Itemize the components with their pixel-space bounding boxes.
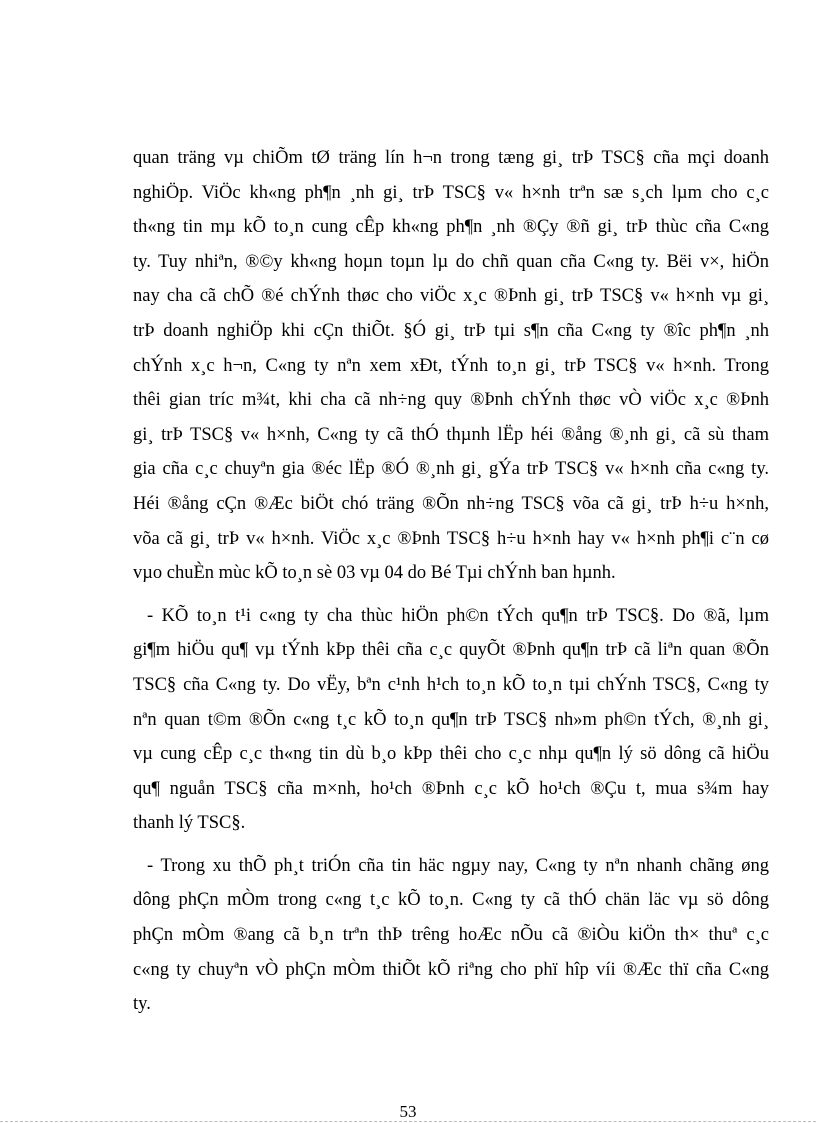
text-line: trÞ doanh nghiÖp khi cÇn thiÕt. §Ó gi¸ trÞ tµi s¶n cña C«ng ty ®îc ph¶n ¸nh (133, 320, 769, 341)
text-line: nay cha cã chÕ ®é chÝnh thøc cho viÖc x¸c ®Þnh gi¸ trÞ TSC§ v« h×nh vµ gi¸ (133, 286, 769, 307)
text-line: - Trong xu thÕ ph¸t triÓn cña tin häc ngµy nay, C«ng ty nªn nhanh chãng øng (147, 855, 769, 876)
text-line: gi¸ trÞ TSC§ v« h×nh, C«ng ty cã thÓ thµnh lËp héi ®ång ®¸nh gi¸ cã sù tham (133, 424, 769, 445)
text-line: ty. Tuy nhiªn, ®©y kh«ng hoµn toµn lµ do chñ quan cña C«ng ty. Bëi v×, hiÖn (133, 251, 769, 272)
text-line: chÝnh x¸c h¬n, C«ng ty nªn xem xÐt, tÝnh to¸n gi¸ trÞ TSC§ v« h×nh. Trong (133, 355, 769, 376)
text-line: gia cña c¸c chuyªn gia ®éc lËp ®Ó ®¸nh gi¸ gÝa trÞ TSC§ v« h×nh cña c«ng ty. (133, 459, 769, 480)
text-line: gi¶m hiÖu qu¶ vµ tÝnh kÞp thêi cña c¸c quyÕt ®Þnh qu¶n trÞ cã liªn quan ®Õn (133, 640, 769, 661)
text-line: nghiÖp. ViÖc kh«ng ph¶n ¸nh gi¸ trÞ TSC§ v« h×nh trªn sæ s¸ch lµm cho c¸c (133, 182, 769, 203)
text-line: nªn quan t©m ®Õn c«ng t¸c kÕ to¸n qu¶n trÞ TSC§ nh»m ph©n tÝch, ®¸nh gi¸ (133, 709, 769, 730)
text-line: thanh lý TSC§. (133, 813, 246, 834)
text-line: c«ng ty chuyªn vÒ phÇn mÒm thiÕt kÕ riªng cho phï hîp víi ®Æc thï cña C«ng (133, 959, 769, 980)
text-line: dông phÇn mÒm trong c«ng t¸c kÕ to¸n. C«ng ty cã thÓ chän läc vµ sö dông (133, 890, 769, 911)
paragraph-spacer (133, 841, 769, 849)
text-line: thêi gian tríc m¾t, khi cha cã nh÷ng quy ®Þnh chÝnh thøc vÒ viÖc x¸c ®Þnh (133, 390, 769, 411)
text-line: qu¶ nguån TSC§ cña m×nh, ho¹ch ®Þnh c¸c kÕ ho¹ch ®Çu t, mua s¾m hay (133, 778, 769, 799)
text-line: - KÕ to¸n t¹i c«ng ty cha thùc hiÖn ph©n tÝch qu¶n trÞ TSC§. Do ®ã, lµm (147, 605, 769, 626)
paragraph-spacer (133, 591, 769, 599)
text-line: quan träng vµ chiÕm tØ träng lín h¬n trong tæng gi¸ trÞ TSC§ cña mçi doanh (133, 148, 769, 168)
paragraph-1 (133, 141, 769, 591)
text-line: phÇn mÒm ®ang cã b¸n trªn thÞ trêng hoÆc nÕu cã ®iÒu kiÖn th× thuª c¸c (133, 925, 769, 946)
text-line: ty. (133, 994, 151, 1015)
text-line: th«ng tin mµ kÕ to¸n cung cÊp kh«ng ph¶n ¸nh ®Çy ®ñ gi¸ trÞ thùc cña C«ng (133, 217, 769, 238)
text-line: võa cã gi¸ trÞ v« h×nh. ViÖc x¸c ®Þnh TSC§ h÷u h×nh hay v« h×nh ph¶i c¨n cø (133, 528, 769, 549)
document-body (133, 141, 769, 1022)
page-number: 53 (399, 1102, 417, 1121)
footer-divider (0, 1121, 816, 1122)
paragraph-3 (133, 849, 769, 1022)
text-line: vµo chuÈn mùc kÕ to¸n sè 03 vµ 04 do Bé Tµi chÝnh ban hµnh. (133, 563, 616, 584)
text-line: vµ cung cÊp c¸c th«ng tin dù b¸o kÞp thêi cho c¸c nhµ qu¶n lý sö dông cã hiÖu (133, 744, 769, 765)
text-line: Héi ®ång cÇn ®Æc biÖt chó träng ®Õn nh÷ng TSC§ võa cã gi¸ trÞ h÷u h×nh, (133, 493, 769, 514)
text-line: TSC§ cña C«ng ty. Do vËy, bªn c¹nh h¹ch to¸n kÕ to¸n tµi chÝnh TSC§, C«ng ty (133, 674, 769, 695)
paragraph-2 (133, 599, 769, 841)
